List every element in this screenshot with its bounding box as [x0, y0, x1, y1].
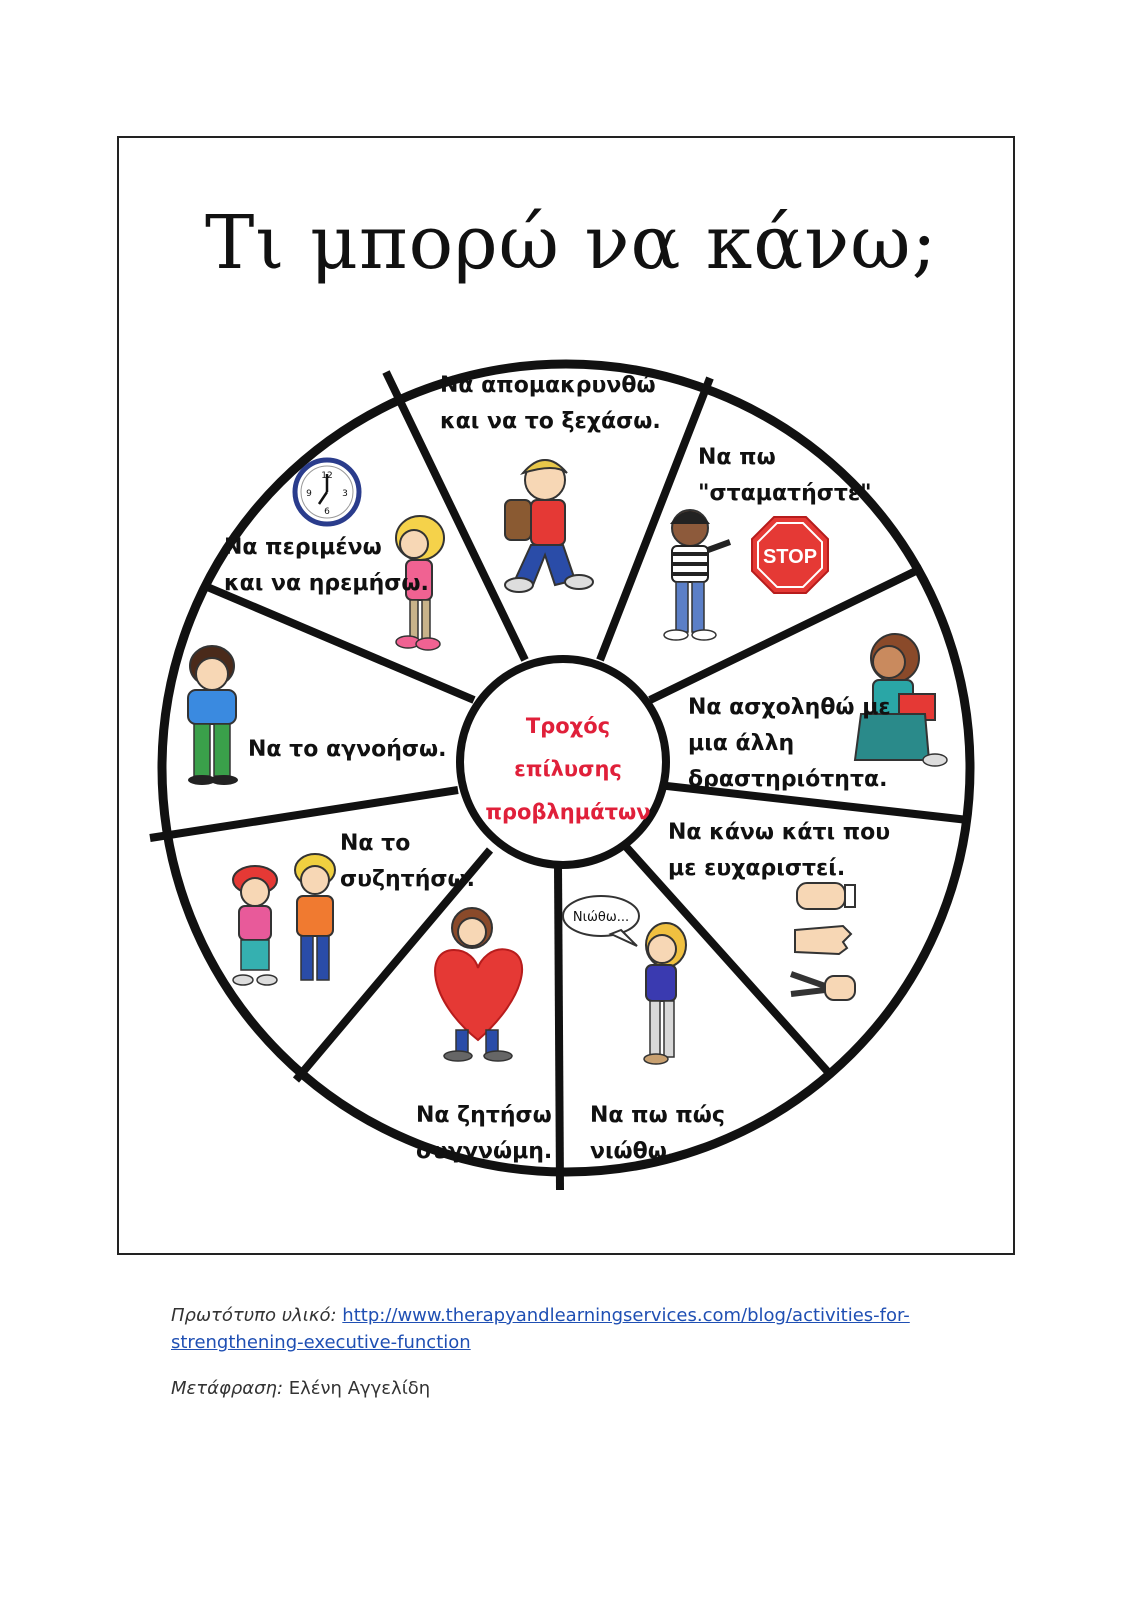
segment-ignore-it-label: Να το αγνοήσω. [248, 737, 447, 762]
clock-icon [295, 460, 359, 524]
footer-original-link-line1[interactable]: http://www.therapyandlearningservices.com/blog/activities-for- [342, 1305, 910, 1326]
segment-walk-away-label: Να απομακρυνθώ και να το ξεχάσω. [440, 373, 661, 434]
segment-wait-calm-label: Να περιμένω και να ηρεμήσω. [224, 535, 429, 596]
page-title: Τι μπορώ να κάνω; [205, 200, 938, 286]
footer-original-link-line2[interactable]: strengthening-executive-function [171, 1332, 471, 1353]
wheel-hub-title: Τροχός επίλυσης προβλημάτων [485, 714, 651, 824]
stop-sign-icon [752, 517, 828, 593]
segment-say-stop-label: Να πω "σταματήστε" [698, 445, 872, 506]
footer-translation-label: Μετάφραση: [171, 1378, 284, 1399]
clock-number-3: 3 [342, 489, 348, 499]
stop-sign-label: STOP [762, 546, 818, 568]
paper-hand-icon [795, 926, 851, 954]
segment-talk-it-out-label: Να το συζητήσω. [340, 831, 475, 892]
footer-original-source [171, 1302, 910, 1356]
clock-number-12: 12 [321, 471, 333, 481]
clock-number-9: 9 [306, 489, 312, 499]
segment-say-feelings-label: Να πω πώς νιώθω. [590, 1103, 725, 1164]
segment-apologize-label: Να ζητήσω συγγνώμη. [416, 1103, 553, 1164]
clock-number-6: 6 [324, 507, 330, 517]
footer-translator-name: Ελένη Αγγελίδη [288, 1378, 431, 1399]
segment-other-activity-label: Να ασχοληθώ με μια άλλη δραστηριότητα. [688, 695, 891, 792]
footer-translation [171, 1375, 430, 1402]
segment-do-something-fun-label: Να κάνω κάτι που με ευχαριστεί. [668, 820, 891, 881]
footer-original-label: Πρωτότυπο υλικό: [171, 1305, 337, 1326]
speech-bubble-text: Νιώθω... [572, 910, 630, 925]
spoke-6 [558, 865, 560, 1190]
